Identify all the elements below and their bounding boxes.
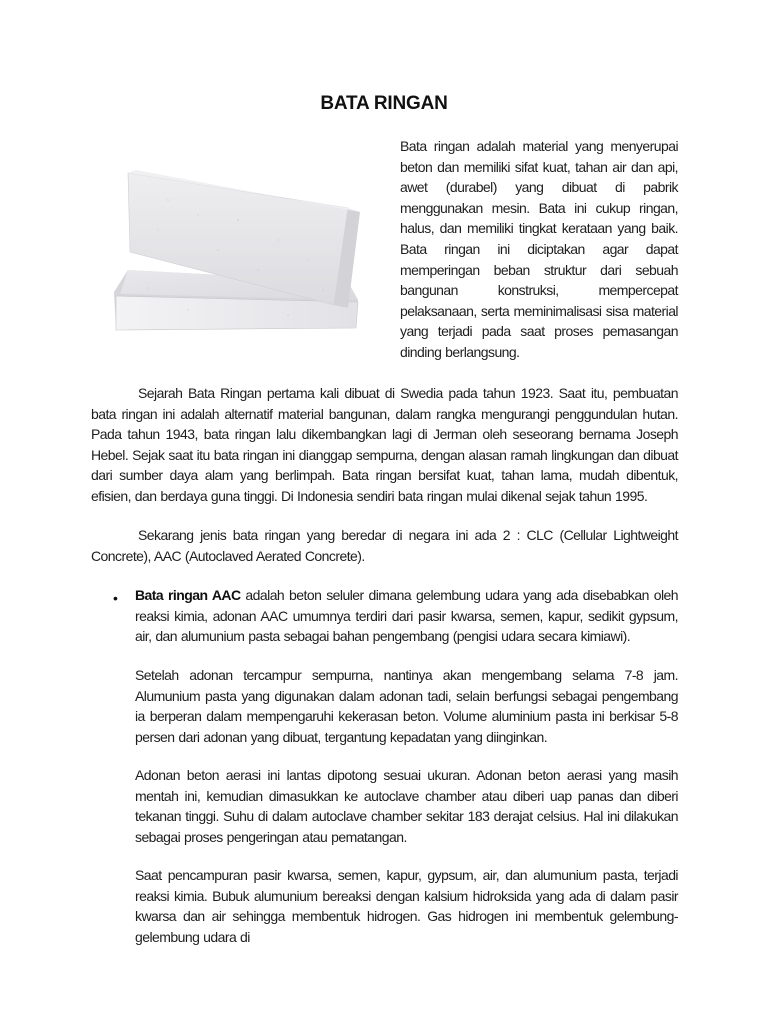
brick-illustration-icon (108, 170, 378, 345)
aac-brick-image (108, 170, 378, 345)
types-paragraph: Sekarang jenis bata ringan yang beredar di negara ini ada 2 : CLC (Cellular Lightweight Concrete), AAC (Autoclaved Aerated Concrete). (91, 527, 678, 564)
history-paragraph: Sejarah Bata Ringan pertama kali dibuat di Swedia pada tahun 1923. Saat itu, pembuatan bata ringan ini adalah alternatif material bangunan, dalam rangka mengurangi penggundulan hutan. Pada tahun 1943, bata ringan lalu dikembangkan lagi di Jerman oleh seseorang bernama Joseph Hebel. Sejak saat itu bata ringan ini dianggap sempurna, dengan alasan ramah lingkungan dan dibuat dari sumber daya alam yang berlimpah. Bata ringan bersifat kuat, tahan lama, mudah dibentuk, efisien, dan berdaya guna tinggi. Di Indonesia sendiri bata ringan mulai dikenal sejak tahun 1995. (91, 385, 678, 504)
aac-expansion-paragraph: Setelah adonan tercampur sempurna, nantinya akan mengembang selama 7-8 jam. Alumunium pasta yang digunakan dalam adonan tadi, selain berfungsi sebagai pengembang ia berperan dalam mempengaruhi kekerasan beton. Volume aluminium pasta ini berkisar 5-8 persen dari adonan yang dibuat, tergantung kepadatan yang diinginkan. (135, 667, 678, 745)
bullet-marker: • (113, 590, 118, 606)
bullet-term: Bata ringan AAC (135, 587, 241, 603)
bullet-aac-paragraph (135, 585, 678, 647)
intro-paragraph: Bata ringan adalah material yang menyerupai beton dan memiliki sifat kuat, tahan air dan api, awet (durabel) yang dibuat di pabrik menggunakan mesin. Bata ini cukup ringan, halus, dan memiliki tingkat kerataan yang baik. Bata ringan ini diciptakan agar dapat memperingan beban struktur dari sebuah bangunan konstruksi, mempercepat pelaksanaan, serta meminimalisasi sisa material yang terjadi pada saat proses pemasangan dinding berlangsung. (400, 138, 678, 360)
aac-reaction-paragraph: Saat pencampuran pasir kwarsa, semen, kapur, gypsum, air, dan alumunium pasta, terjadi reaksi kimia. Bubuk alumunium bereaksi dengan kalsium hidroksida yang ada di dalam pasir kwarsa dan air sehingga membentuk hidrogen. Gas hidrogen ini membentuk gelembung-gelembung udara di (135, 867, 678, 945)
document-title: BATA RINGAN (320, 93, 448, 114)
bullet-text: adalah beton seluler dimana gelembung udara yang ada disebabkan oleh reaksi kimia, adonan AAC umumnya terdiri dari pasir kwarsa, semen, kapur, sedikit gypsum, air, dan alumunium pasta sebagai bahan pengembang (pengisi udara secara kimiawi). (135, 587, 678, 645)
aac-autoclave-paragraph: Adonan beton aerasi ini lantas dipotong sesuai ukuran. Adonan beton aerasi yang masih mentah ini, kemudian dimasukkan ke autoclave chamber atau diberi uap panas dan diberi tekanan tinggi. Suhu di dalam autoclave chamber sekitar 183 derajat celsius. Hal ini dilakukan sebagai proses pengeringan atau pematangan. (135, 767, 678, 845)
